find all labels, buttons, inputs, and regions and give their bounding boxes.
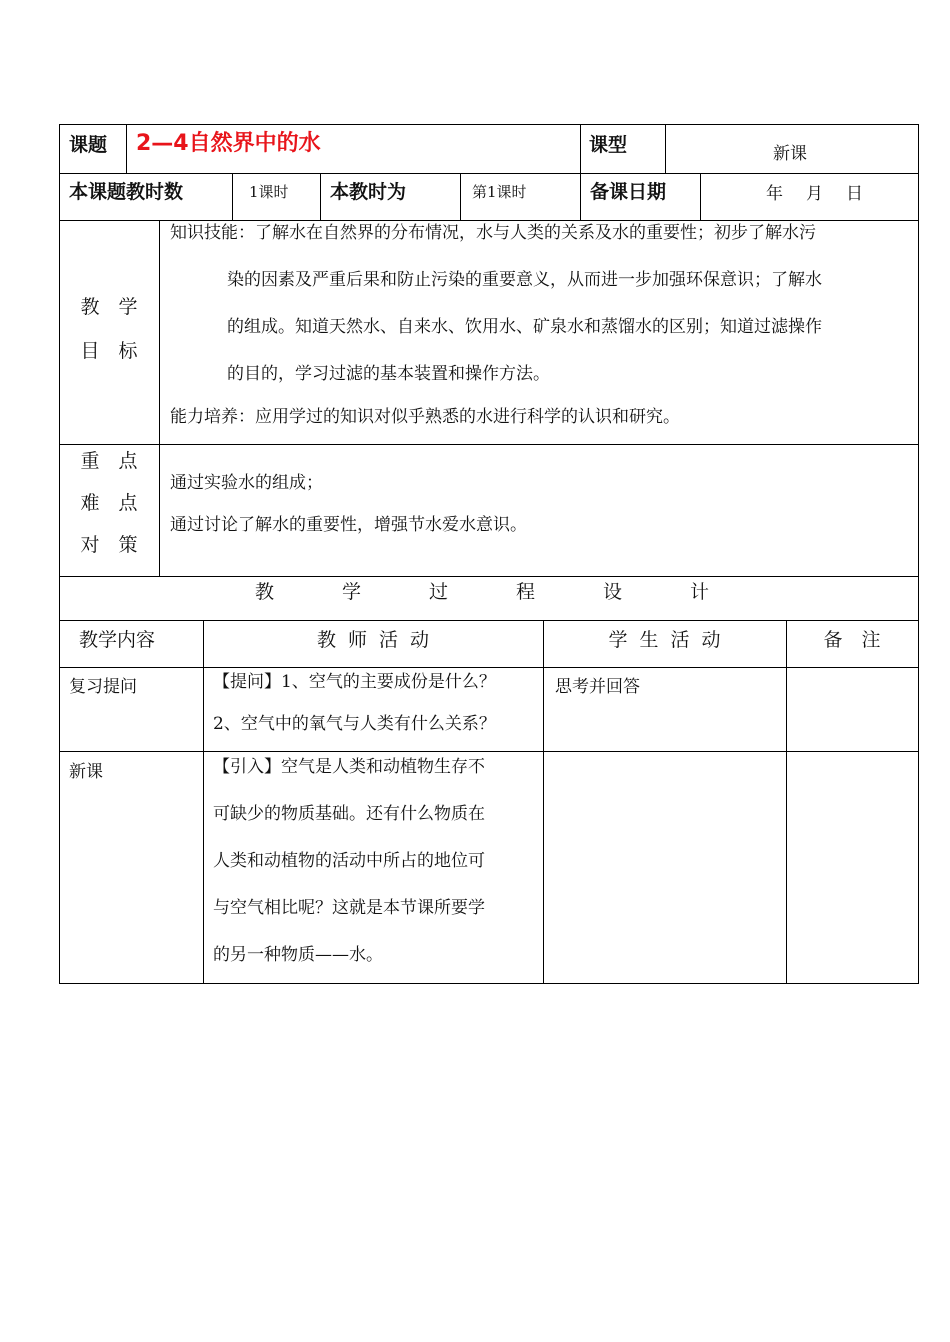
teacher-activity-line: 的另一种物质——水。 [213, 945, 383, 965]
objectives-line: 的组成。知道天然水、自来水、饮用水、矿泉水和蒸馏水的区别；知道过滤操作 [227, 317, 822, 337]
date-label: 备课日期 [590, 181, 667, 203]
col-header-teacher: 教 师 活 动 [316, 629, 430, 651]
table-row-content: 新课 [69, 762, 103, 782]
process-title [59, 577, 919, 620]
teacher-activity-line: 可缺少的物质基础。还有什么物质在 [213, 804, 485, 824]
keypoints-line: 通过实验水的组成； [170, 473, 323, 493]
type-value: 新课 [773, 144, 807, 164]
objectives-line: 的目的，学习过滤的基本装置和操作方法。 [227, 364, 550, 384]
teacher-activity-line: 与空气相比呢？这就是本节课所要学 [213, 898, 485, 918]
col-header-note: 备 注 [823, 629, 881, 651]
topic-label: 课题 [69, 134, 108, 156]
objectives-label-line2: 目 标 [80, 340, 138, 362]
teacher-activity-line: 【提问】1、空气的主要成份是什么？ [213, 672, 496, 692]
keypoints-label-line3: 对 策 [80, 534, 138, 556]
date-day: 日 [846, 184, 863, 204]
keypoints-label-line1: 重 点 [80, 450, 138, 472]
topic-value: 2—4自然界中的水 [136, 131, 321, 156]
process-title-char: 过 [429, 581, 449, 603]
col-header-content: 教学内容 [79, 629, 156, 651]
objectives-label-line1: 教 学 [80, 296, 138, 318]
session-label: 本教时为 [330, 181, 407, 203]
keypoints-label [59, 440, 159, 566]
process-title-char: 程 [516, 581, 536, 603]
hours-value: 1课时 [249, 183, 289, 201]
date-year: 年 [766, 184, 783, 204]
process-title-char: 计 [690, 581, 710, 603]
objectives-line: 知识技能：了解水在自然界的分布情况，水与人类的关系及水的重要性；初步了解水污 [170, 223, 816, 243]
process-title-char: 设 [603, 581, 623, 603]
objectives-line: 染的因素及严重后果和防止污染的重要意义，从而进一步加强环保意识；了解水 [227, 270, 822, 290]
col-header-student: 学 生 活 动 [608, 629, 721, 651]
teacher-activity-line: 2、空气中的氧气与人类有什么关系？ [213, 714, 496, 734]
objectives-line: 能力培养：应用学过的知识对似乎熟悉的水进行科学的认识和研究。 [170, 407, 680, 427]
table-row-content: 复习提问 [69, 677, 137, 697]
keypoints-line: 通过讨论了解水的重要性，增强节水爱水意识。 [170, 515, 527, 535]
hours-label: 本课题教时数 [69, 181, 184, 203]
objectives-label [59, 285, 159, 373]
date-month: 月 [806, 184, 823, 204]
process-title-char: 学 [342, 581, 362, 603]
session-value: 第1课时 [472, 183, 527, 201]
teacher-activity-line: 【引入】空气是人类和动植物生存不 [213, 757, 485, 777]
teacher-activity-line: 人类和动植物的活动中所占的地位可 [213, 851, 485, 871]
process-title-char: 教 [255, 581, 275, 603]
student-activity: 思考并回答 [555, 677, 640, 697]
type-label: 课型 [589, 134, 628, 156]
keypoints-label-line2: 难 点 [80, 492, 138, 514]
